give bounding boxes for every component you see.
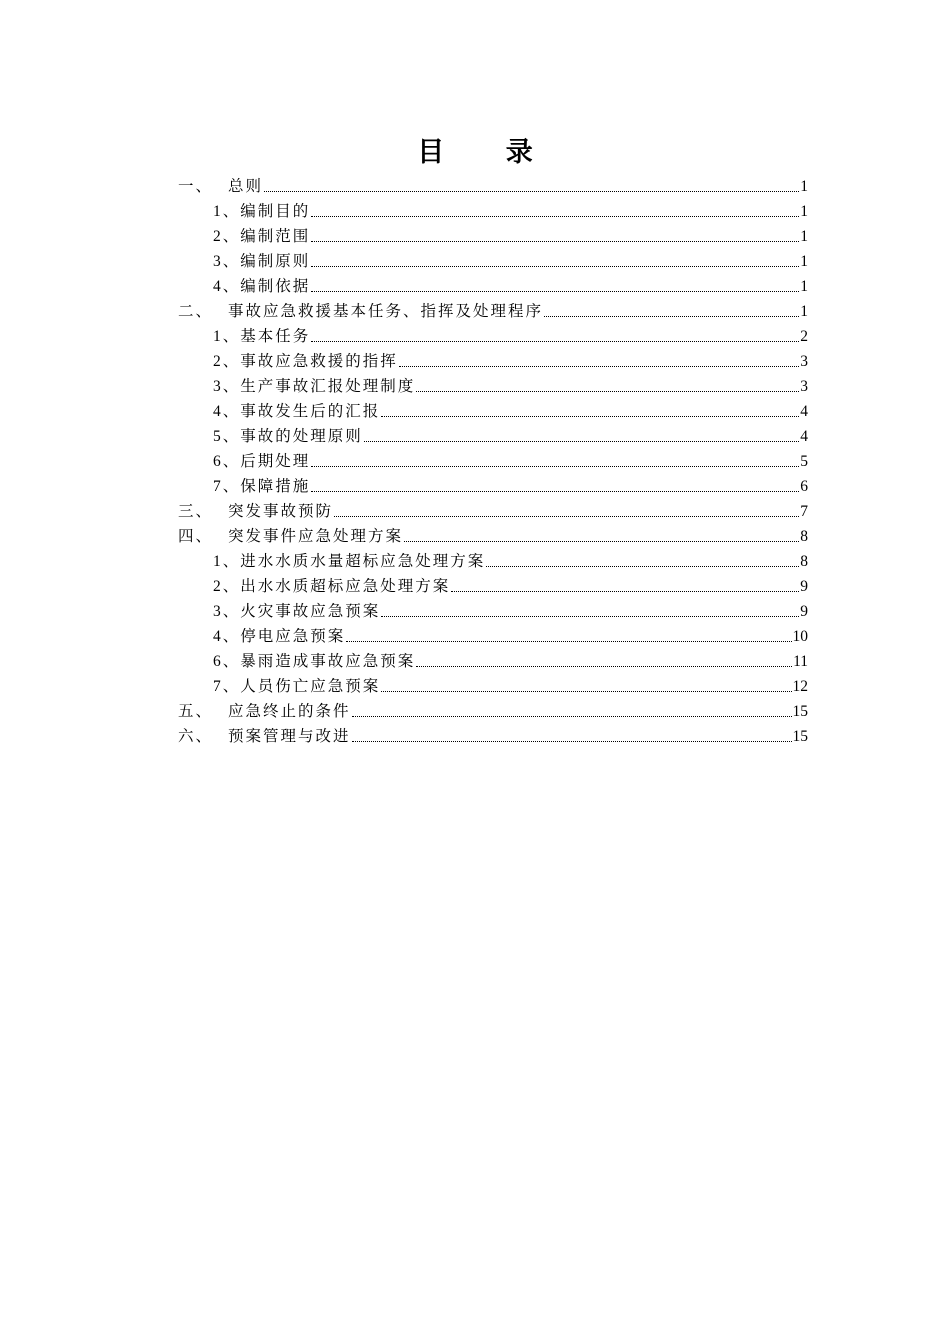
toc-entry[interactable] xyxy=(178,524,808,549)
toc-entry[interactable] xyxy=(178,449,808,474)
dot-leader xyxy=(416,649,792,667)
toc-entry-page-number: 1 xyxy=(800,303,808,320)
toc-entry-page-number: 6 xyxy=(800,478,808,495)
toc-entry-page-number: 4 xyxy=(800,403,808,420)
toc-entry[interactable] xyxy=(178,699,808,724)
toc-entry-number: 7、 xyxy=(213,478,241,495)
toc-entry-page-number: 8 xyxy=(800,528,808,545)
toc-entry-page-number: 2 xyxy=(800,328,808,345)
toc-entry-page-number: 15 xyxy=(792,728,808,745)
toc-entry-page-number: 15 xyxy=(792,703,808,720)
toc-entry[interactable] xyxy=(178,274,808,299)
toc-entry-number: 三、 xyxy=(178,503,214,520)
dot-leader xyxy=(311,249,799,267)
toc-entry[interactable] xyxy=(178,574,808,599)
toc-entry-number: 五、 xyxy=(178,703,214,720)
toc-entry-number: 3、 xyxy=(213,378,241,395)
dot-leader xyxy=(346,624,791,642)
toc-entry-label: 事故应急救援的指挥 xyxy=(240,353,398,370)
toc-entry[interactable] xyxy=(178,474,808,499)
toc-entry-label: 停电应急预案 xyxy=(240,628,346,645)
toc-entry[interactable] xyxy=(178,424,808,449)
toc-entry-number: 一、 xyxy=(178,178,214,195)
dot-leader xyxy=(311,274,799,292)
toc-entry[interactable] xyxy=(178,224,808,249)
toc-entry-number: 4、 xyxy=(213,278,241,295)
toc-entry-label: 基本任务 xyxy=(240,328,311,345)
toc-entry[interactable] xyxy=(178,324,808,349)
dot-leader xyxy=(381,599,799,617)
toc-entry-number: 1、 xyxy=(213,203,241,220)
toc-entry-number: 二、 xyxy=(178,303,214,320)
toc-entry-page-number: 9 xyxy=(800,578,808,595)
dot-leader xyxy=(381,399,799,417)
toc-entry-number: 3、 xyxy=(213,603,241,620)
toc-entry-label: 暴雨造成事故应急预案 xyxy=(240,653,416,670)
toc-entry-number: 6、 xyxy=(213,453,241,470)
dot-leader xyxy=(352,724,792,742)
toc-entry-page-number: 7 xyxy=(800,503,808,520)
toc-entry-page-number: 1 xyxy=(800,228,808,245)
toc-entry-label: 突发事故预防 xyxy=(228,503,334,520)
toc-entry-number: 六、 xyxy=(178,728,214,745)
dot-leader xyxy=(311,474,799,492)
toc-entry-label: 事故应急救援基本任务、指挥及处理程序 xyxy=(228,303,544,320)
toc-entry-number: 1、 xyxy=(213,328,241,345)
dot-leader xyxy=(334,499,799,517)
toc-entry-page-number: 1 xyxy=(800,178,808,195)
toc-entry-label: 事故的处理原则 xyxy=(240,428,363,445)
dot-leader xyxy=(364,424,799,442)
toc-entry-number: 4、 xyxy=(213,403,241,420)
toc-entry-page-number: 3 xyxy=(800,378,808,395)
toc-entry[interactable] xyxy=(178,299,808,324)
toc-entry-page-number: 9 xyxy=(800,603,808,620)
toc-entry-page-number: 5 xyxy=(800,453,808,470)
toc-entry-number: 四、 xyxy=(178,528,214,545)
toc-entry[interactable] xyxy=(178,724,808,749)
toc-entry[interactable] xyxy=(178,249,808,274)
toc-entry-label: 编制原则 xyxy=(240,253,311,270)
toc-entry-label: 编制依据 xyxy=(240,278,311,295)
toc-title: 目 录 xyxy=(417,137,559,168)
dot-leader xyxy=(311,449,799,467)
toc-entry-label: 生产事故汇报处理制度 xyxy=(240,378,416,395)
toc-entry-label: 事故发生后的汇报 xyxy=(240,403,381,420)
toc-entry-number: 6、 xyxy=(213,653,241,670)
toc-entry-number: 1、 xyxy=(213,553,241,570)
toc-entry-label: 火灾事故应急预案 xyxy=(240,603,381,620)
toc-entry-label: 突发事件应急处理方案 xyxy=(228,528,404,545)
dot-leader xyxy=(451,574,799,592)
dot-leader xyxy=(311,324,799,342)
toc-entry[interactable] xyxy=(178,624,808,649)
toc-entry-page-number: 4 xyxy=(800,428,808,445)
toc-entry-label: 后期处理 xyxy=(240,453,311,470)
toc-entry-number: 3、 xyxy=(213,253,241,270)
toc-entry-page-number: 3 xyxy=(800,353,808,370)
dot-leader xyxy=(544,299,799,317)
toc-entry-label: 应急终止的条件 xyxy=(228,703,351,720)
toc-entry[interactable] xyxy=(178,599,808,624)
toc-entry[interactable] xyxy=(178,549,808,574)
toc-entry-label: 编制目的 xyxy=(240,203,311,220)
toc-entry-page-number: 1 xyxy=(800,203,808,220)
toc-entry-label: 预案管理与改进 xyxy=(228,728,351,745)
toc-entry-number: 7、 xyxy=(213,678,241,695)
toc-entry-label: 编制范围 xyxy=(240,228,311,245)
dot-leader xyxy=(381,674,791,692)
table-of-contents xyxy=(178,174,808,749)
toc-entry-label: 总则 xyxy=(228,178,264,195)
toc-entry-page-number: 1 xyxy=(800,253,808,270)
toc-entry-number: 2、 xyxy=(213,353,241,370)
toc-entry-label: 人员伤亡应急预案 xyxy=(240,678,381,695)
dot-leader xyxy=(311,199,799,217)
dot-leader xyxy=(352,699,792,717)
toc-entry-page-number: 1 xyxy=(800,278,808,295)
toc-entry-label: 保障措施 xyxy=(240,478,311,495)
toc-entry-page-number: 8 xyxy=(800,553,808,570)
toc-entry[interactable] xyxy=(178,399,808,424)
toc-entry-number: 2、 xyxy=(213,228,241,245)
dot-leader xyxy=(311,224,799,242)
dot-leader xyxy=(264,174,799,192)
toc-entry[interactable] xyxy=(178,349,808,374)
toc-entry-number: 5、 xyxy=(213,428,241,445)
toc-entry-page-number: 12 xyxy=(792,678,808,695)
toc-entry-page-number: 10 xyxy=(792,628,808,645)
dot-leader xyxy=(486,549,799,567)
toc-entry[interactable] xyxy=(178,199,808,224)
toc-entry-number: 2、 xyxy=(213,578,241,595)
toc-entry[interactable] xyxy=(178,674,808,699)
dot-leader xyxy=(399,349,799,367)
toc-entry-label: 出水水质超标应急处理方案 xyxy=(240,578,451,595)
dot-leader xyxy=(416,374,799,392)
toc-entry[interactable] xyxy=(178,174,808,199)
toc-entry[interactable] xyxy=(178,374,808,399)
dot-leader xyxy=(404,524,799,542)
toc-entry-page-number: 11 xyxy=(793,653,808,670)
toc-entry[interactable] xyxy=(178,649,808,674)
toc-entry-label: 进水水质水量超标应急处理方案 xyxy=(240,553,486,570)
toc-entry-number: 4、 xyxy=(213,628,241,645)
toc-entry[interactable] xyxy=(178,499,808,524)
